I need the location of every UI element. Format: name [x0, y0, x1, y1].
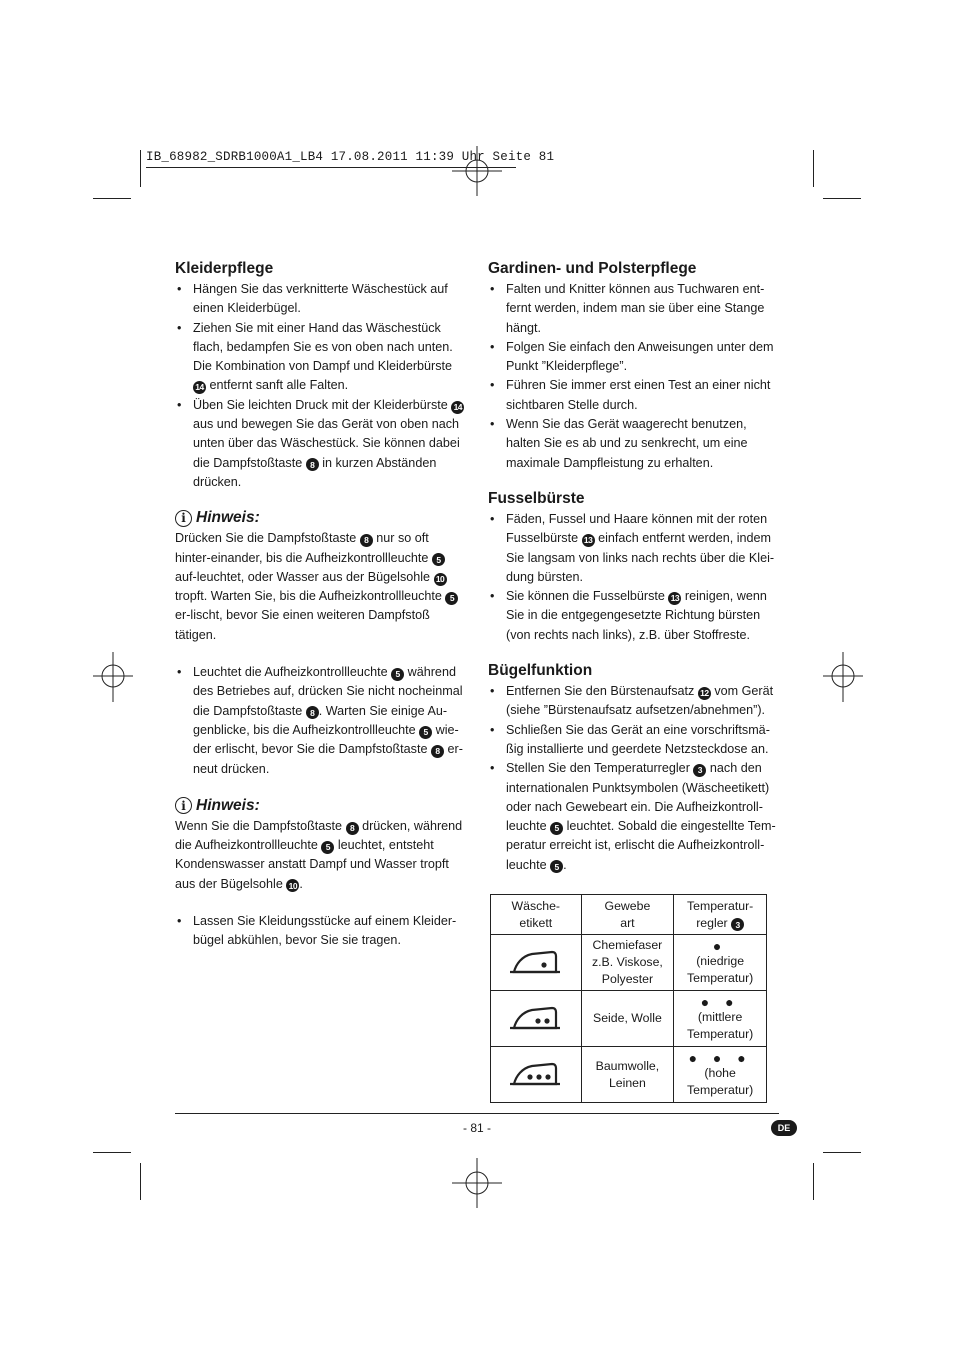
language-badge: DE	[771, 1120, 797, 1136]
fabric-cell: Seide, Wolle	[581, 991, 674, 1047]
temp-cell: ● (niedrige Temperatur)	[674, 935, 767, 991]
fabric-cell: Baumwolle, Leinen	[581, 1047, 674, 1103]
iron-1-dot-icon	[491, 935, 582, 991]
list-item: • Lassen Sie Kleidungsstücke auf einem Kleider-bügel abkühlen, bevor Sie sie tragen.	[175, 912, 467, 951]
table-row	[491, 991, 767, 1047]
list-item: • Sie können die Fusselbürste 13 reinigen, wenn Sie in die entgegengesetzte Richtung bürsten (von rechts nach links), z.B. über Stoffreste.	[488, 587, 778, 645]
list-item: • Hängen Sie das verknitterte Wäschestück auf einen Kleiderbügel.	[175, 280, 467, 319]
list-item: • Folgen Sie einfach den Anweisungen unter dem Punkt ”Kleiderpflege”.	[488, 338, 778, 377]
print-slug: IB_68982_SDRB1000A1_LB4 17.08.2011 11:39 Uhr Seite 81	[146, 150, 555, 164]
hinweis-text: Wenn Sie die Dampfstoßtaste 8 drücken, während die Aufheizkontrollleuchte 5 leuchtet, entsteht Kondenswasser anstatt Dampf und Wasser tropft aus der Bügelsohle 10 .	[175, 818, 463, 891]
registration-mark-bottom	[452, 1158, 502, 1208]
list-item: • Üben Sie leichten Druck mit der Kleiderbürste 14 aus und bewegen Sie das Gerät von oben nach unten über das Wäschestück. Sie können dabei die Dampfstoßtaste 8 in kurzen Abständen drücken.	[175, 396, 467, 492]
info-icon: i	[175, 510, 192, 527]
table-header: Wäsche- etikett	[491, 895, 582, 935]
ref-number: 14	[451, 401, 464, 414]
page-number: - 81 -	[462, 1121, 491, 1135]
section-title-kleiderpflege: Kleiderpflege	[175, 260, 274, 277]
table-header: Temperatur- regler 3	[674, 895, 767, 935]
iron-3-dot-icon	[491, 1047, 582, 1103]
section-title-fusselbuerste: Fusselbürste	[488, 489, 585, 507]
list-item: • Fäden, Fussel und Haare können mit der roten Fusselbürste 13 einfach entfernt werden, indem Sie langsam von links nach rechts über die Klei-dung bürsten.	[488, 510, 778, 587]
hinweis-text: Drücken Sie die Dampfstoßtaste 8 nur so oft hinter-einander, bis die Aufheizkontrollleuchte 5 auf-leuchtet, oder Wasser aus der Bügelsohle 10 tropft. Warten Sie, bis die Aufheizkontrollleuchte 5 er-lischt, bevor Sie einen weiteren Dampfstoß tätigen.	[175, 529, 467, 645]
list-item: • Führen Sie immer erst einen Test an einer nicht sichtbaren Stelle durch.	[488, 376, 778, 415]
hinweis-heading: i Hinweis:	[175, 507, 467, 529]
section-title-buegelfunktion: Bügelfunktion	[488, 662, 593, 680]
registration-mark-right	[823, 652, 863, 702]
ref-number: 8	[306, 458, 319, 471]
right-column	[488, 259, 778, 875]
table-header: Gewebe art	[581, 895, 674, 935]
slug-underline	[146, 167, 516, 168]
hinweis-heading: i Hinweis:	[175, 795, 467, 817]
temperature-table	[490, 894, 767, 1103]
temp-cell: ● ● ● (hohe Temperatur)	[674, 1047, 767, 1103]
ref-number: 14	[193, 381, 206, 394]
info-icon: i	[175, 797, 192, 814]
registration-mark-left	[93, 652, 133, 702]
fabric-cell: Chemiefaser z.B. Viskose, Polyester	[581, 935, 674, 991]
list-item: • Entfernen Sie den Bürstenaufsatz 12 vom Gerät (siehe ”Bürstenaufsatz aufsetzen/abnehmen”).	[488, 682, 778, 721]
section-title-gardinen: Gardinen- und Polsterpflege	[488, 260, 697, 277]
table-row	[491, 1047, 767, 1103]
table-row	[491, 935, 767, 991]
iron-2-dot-icon	[491, 991, 582, 1047]
list-item: • Schließen Sie das Gerät an eine vorschriftsmä-ßig installierte und geerdete Netzsteckdose an.	[488, 721, 778, 760]
left-column	[175, 259, 467, 951]
list-item: • Wenn Sie das Gerät waagerecht benutzen, halten Sie es ab und zu senkrecht, um eine maximale Dampfleistung zu erhalten.	[488, 415, 778, 473]
list-item: • Falten und Knitter können aus Tuchwaren ent-fernt werden, indem man sie über eine Stange hängt.	[488, 280, 778, 338]
footer-rule	[175, 1113, 779, 1114]
temp-cell: ● ● (mittlere Temperatur)	[674, 991, 767, 1047]
list-item: • Ziehen Sie mit einer Hand das Wäschestück flach, bedampfen Sie es von oben nach unten. Die Kombination von Dampf und Kleiderbürste 14 entfernt sanft alle Falten.	[175, 319, 467, 396]
list-item: • Stellen Sie den Temperaturregler 3 nach den internationalen Punktsymbolen (Wäscheetikett) oder nach Gewebeart ein. Die Aufheizkontroll-leuchte 5 leuchtet. Sobald die eingestellte Tem-peratur erreicht ist, erlischt die Aufheizkontroll-leuchte 5 .	[488, 759, 778, 875]
list-item: • Leuchtet die Aufheizkontrollleuchte 5 während des Betriebes auf, drücken Sie nicht nocheinmal die Dampfstoßtaste 8 . Warten Sie einige Au-genblicke, bis die Aufheizkontrollleuchte 5 wie-der erlischt, bevor Sie die Dampfstoßtaste 8 er-neut drücken.	[175, 663, 467, 779]
